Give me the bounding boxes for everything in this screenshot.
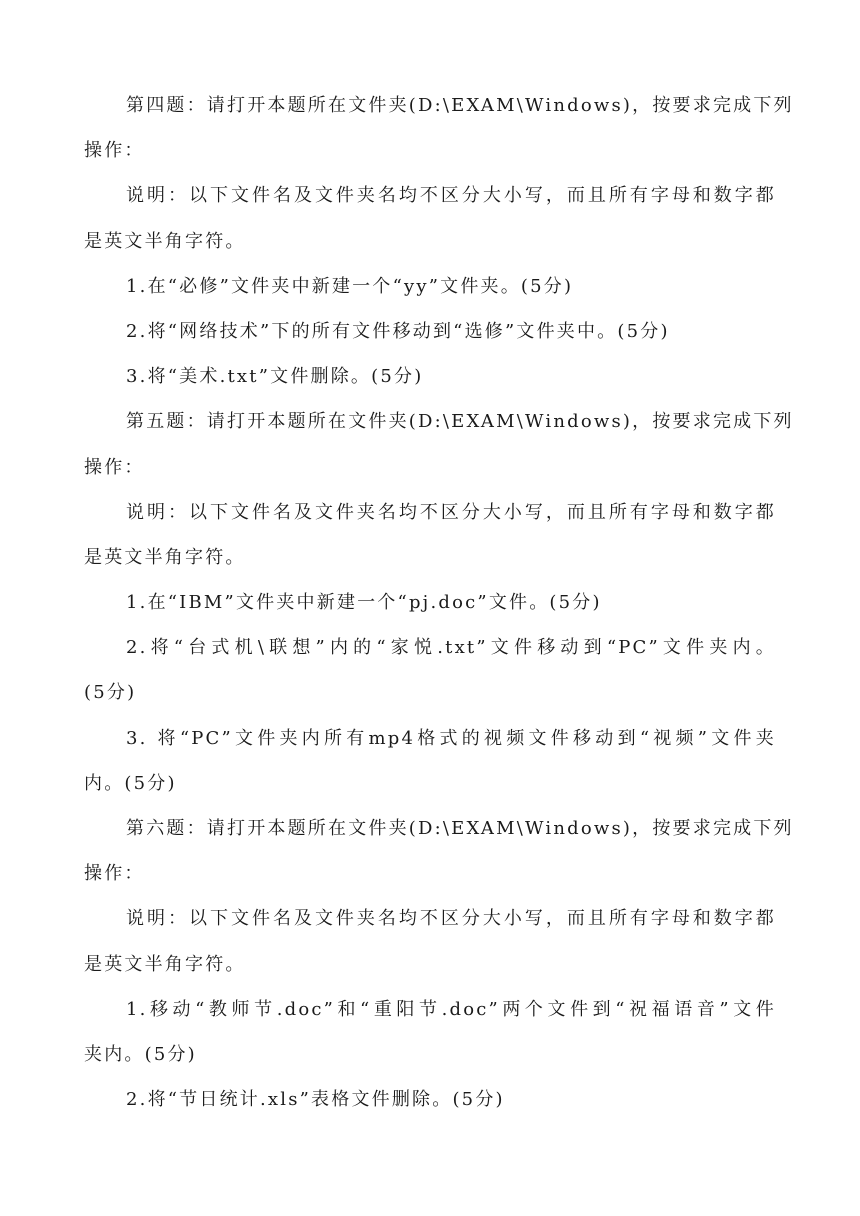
section-4-item-2: 2.将“网络技术”下的所有文件移动到“选修”文件夹中。(5分) bbox=[126, 320, 670, 342]
section-6-item-1-line-1: 1.移动“教师节.doc”和“重阳节.doc”两个文件到“祝福语音”文件 bbox=[126, 998, 776, 1020]
section-6-heading-line-1: 第六题：请打开本题所在文件夹(D:\EXAM\Windows)，按要求完成下列 bbox=[126, 818, 794, 839]
section-5-item-2-line-2: (5分) bbox=[84, 682, 137, 704]
section-6-note-line-2: 是英文半角字符。 bbox=[84, 953, 246, 975]
section-4-heading-line-2: 操作： bbox=[84, 140, 145, 162]
section-5-heading-line-2: 操作： bbox=[84, 456, 145, 478]
section-4-heading-line-1: 第四题：请打开本题所在文件夹(D:\EXAM\Windows)，按要求完成下列 bbox=[126, 95, 794, 116]
section-6-item-2: 2.将“节日统计.xls”表格文件删除。(5分) bbox=[126, 1089, 505, 1111]
section-6 bbox=[84, 806, 794, 1122]
section-5-item-2-line-1: 2.将“台式机\联想”内的“家悦.txt”文件移动到“PC”文件夹内。 bbox=[126, 637, 776, 659]
section-4 bbox=[84, 83, 794, 399]
section-5-note-line-2: 是英文半角字符。 bbox=[84, 546, 246, 568]
document-body bbox=[84, 83, 794, 1122]
section-6-item-1-line-2: 夹内。(5分) bbox=[84, 1043, 197, 1065]
section-5 bbox=[84, 399, 794, 806]
section-5-note-line-1: 说明：以下文件名及文件夹名均不区分大小写，而且所有字母和数字都 bbox=[126, 501, 776, 523]
section-6-heading-line-2: 操作： bbox=[84, 863, 145, 885]
section-5-heading-line-1: 第五题：请打开本题所在文件夹(D:\EXAM\Windows)，按要求完成下列 bbox=[126, 411, 794, 433]
section-5-item-3-line-2: 内。(5分) bbox=[84, 772, 177, 794]
section-4-note-line-1: 说明：以下文件名及文件夹名均不区分大小写，而且所有字母和数字都 bbox=[126, 185, 776, 207]
section-6-note-line-1: 说明：以下文件名及文件夹名均不区分大小写，而且所有字母和数字都 bbox=[126, 908, 776, 930]
section-5-item-3-line-1: 3. 将“PC”文件夹内所有mp4格式的视频文件移动到“视频”文件夹 bbox=[126, 727, 776, 749]
section-4-note-line-2: 是英文半角字符。 bbox=[84, 230, 246, 252]
section-4-item-1: 1.在“必修”文件夹中新建一个“yy”文件夹。(5分) bbox=[126, 275, 574, 297]
section-4-item-3: 3.将“美术.txt”文件删除。(5分) bbox=[126, 366, 424, 388]
section-5-item-1: 1.在“IBM”文件夹中新建一个“pj.doc”文件。(5分) bbox=[126, 592, 602, 614]
